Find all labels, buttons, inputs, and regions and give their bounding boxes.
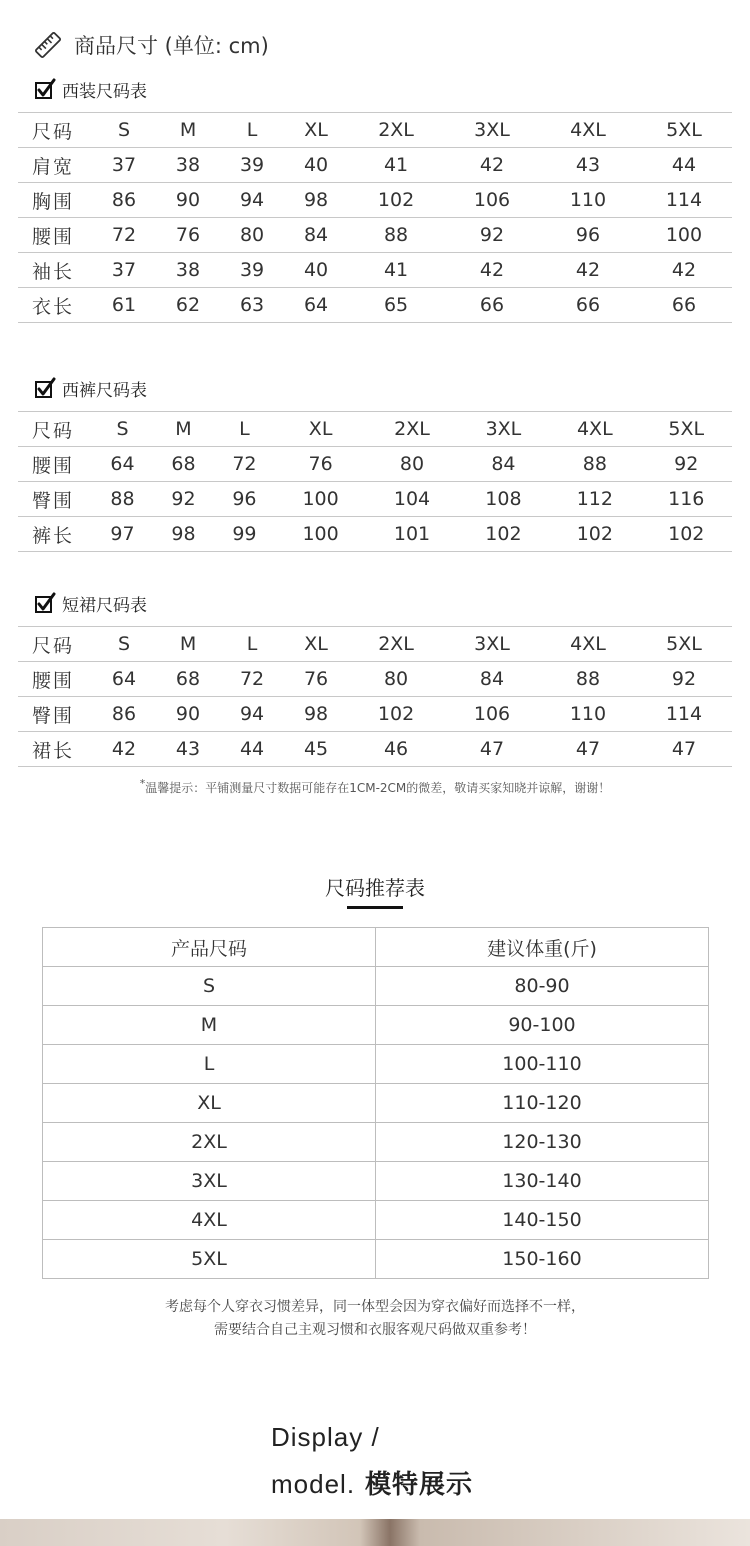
measurement-note <box>0 777 750 796</box>
table-cell: 104 <box>366 482 457 517</box>
table-row <box>18 253 732 288</box>
table-cell: L <box>43 1045 376 1084</box>
table-cell: 98 <box>153 517 214 552</box>
table-cell: 100 <box>275 517 366 552</box>
table-cell: 44 <box>636 148 732 183</box>
table-cell: 43 <box>156 732 220 767</box>
table-row <box>18 288 732 323</box>
column-header: 尺码 <box>18 113 92 148</box>
table-cell: 2XL <box>43 1123 376 1162</box>
row-label: 腰围 <box>18 447 92 482</box>
table-cell: 90 <box>156 697 220 732</box>
table-cell: 114 <box>636 183 732 218</box>
table-cell: 65 <box>348 288 444 323</box>
table-cell: 80 <box>366 447 457 482</box>
table-cell: 98 <box>284 697 348 732</box>
table-row <box>43 967 709 1006</box>
table-cell: 96 <box>540 218 636 253</box>
column-header: 5XL <box>641 412 732 447</box>
table-cell: 47 <box>444 732 540 767</box>
column-header: 4XL <box>549 412 640 447</box>
column-header: 3XL <box>444 113 540 148</box>
table-cell: 66 <box>636 288 732 323</box>
advice-line-1: 考虑每个人穿衣习惯差异，同一体型会因为穿衣偏好而选择不一样， <box>165 1299 585 1315</box>
table-cell: 106 <box>444 697 540 732</box>
table-cell: 76 <box>156 218 220 253</box>
table-cell: 42 <box>636 253 732 288</box>
row-label: 腰围 <box>18 218 92 253</box>
ruler-icon <box>34 31 62 59</box>
table-cell: 37 <box>92 253 156 288</box>
column-header: 4XL <box>540 113 636 148</box>
table-row <box>18 183 732 218</box>
table-cell: 41 <box>348 253 444 288</box>
table-cell: 90 <box>156 183 220 218</box>
table-row <box>18 482 732 517</box>
suit-table-heading <box>34 77 147 101</box>
column-header: XL <box>284 113 348 148</box>
display-bold-title: 模特展示 <box>365 1470 474 1500</box>
table-cell: 80 <box>348 662 444 697</box>
table-cell: 66 <box>444 288 540 323</box>
row-label: 腰围 <box>18 662 92 697</box>
table-cell: 86 <box>92 697 156 732</box>
advice-text <box>0 1296 750 1342</box>
table-cell: 106 <box>444 183 540 218</box>
table-row <box>43 1084 709 1123</box>
suit-table-title: 西装尺码表 <box>62 81 147 102</box>
column-header: M <box>156 627 220 662</box>
table-cell: XL <box>43 1084 376 1123</box>
table-row <box>18 697 732 732</box>
trousers-size-table <box>18 411 732 552</box>
table-cell: 42 <box>540 253 636 288</box>
table-header-row <box>18 113 732 148</box>
table-cell: 98 <box>284 183 348 218</box>
table-cell: 84 <box>284 218 348 253</box>
table-row <box>18 447 732 482</box>
row-label: 裤长 <box>18 517 92 552</box>
table-header-row <box>43 928 709 967</box>
note-asterisk: * <box>139 777 146 790</box>
table-cell: 100 <box>275 482 366 517</box>
table-cell: 102 <box>641 517 732 552</box>
table-cell: 94 <box>220 183 284 218</box>
table-cell: 102 <box>549 517 640 552</box>
table-cell: 39 <box>220 148 284 183</box>
column-header: 2XL <box>348 627 444 662</box>
table-cell: 102 <box>458 517 549 552</box>
table-cell: 84 <box>444 662 540 697</box>
trousers-table-title: 西裤尺码表 <box>62 380 147 401</box>
table-cell: 47 <box>636 732 732 767</box>
table-cell: 140-150 <box>376 1201 709 1240</box>
table-cell: 88 <box>549 447 640 482</box>
table-cell: 92 <box>153 482 214 517</box>
row-label: 臀围 <box>18 697 92 732</box>
suit-size-table <box>18 112 732 323</box>
column-header: 4XL <box>540 627 636 662</box>
table-cell: M <box>43 1006 376 1045</box>
page-title-text: 商品尺寸 (单位: cm) <box>74 34 269 58</box>
table-cell: 68 <box>156 662 220 697</box>
column-header: 产品尺码 <box>43 928 376 967</box>
column-header: 3XL <box>458 412 549 447</box>
column-header: S <box>92 627 156 662</box>
table-cell: 40 <box>284 253 348 288</box>
table-header-row <box>18 627 732 662</box>
table-cell: 5XL <box>43 1240 376 1279</box>
table-cell: 41 <box>348 148 444 183</box>
column-header: M <box>156 113 220 148</box>
table-cell: 102 <box>348 697 444 732</box>
table-cell: 64 <box>92 662 156 697</box>
table-cell: 97 <box>92 517 153 552</box>
title-underline <box>347 906 403 909</box>
model-photo-strip <box>0 1519 750 1546</box>
table-cell: 64 <box>92 447 153 482</box>
recommendation-table <box>42 927 709 1279</box>
row-label: 衣长 <box>18 288 92 323</box>
column-header: S <box>92 412 153 447</box>
table-cell: 42 <box>444 253 540 288</box>
trousers-table-heading <box>34 376 147 400</box>
table-cell: 62 <box>156 288 220 323</box>
table-cell: 100-110 <box>376 1045 709 1084</box>
table-cell: 72 <box>220 662 284 697</box>
table-cell: 44 <box>220 732 284 767</box>
table-cell: 47 <box>540 732 636 767</box>
table-cell: 112 <box>549 482 640 517</box>
column-header: 2XL <box>348 113 444 148</box>
advice-line-2: 需要结合自己主观习惯和衣服客观尺码做双重参考！ <box>214 1322 536 1338</box>
display-prefix: model. <box>271 1469 356 1499</box>
note-text: 温馨提示：平铺测量尺寸数据可能存在1CM-2CM的微差，敬请买家知晓并谅解，谢谢！ <box>145 781 611 795</box>
table-cell: 92 <box>636 662 732 697</box>
checkbox-checked-icon <box>34 78 56 100</box>
table-cell: 72 <box>92 218 156 253</box>
table-cell: 72 <box>214 447 275 482</box>
table-cell: 64 <box>284 288 348 323</box>
table-cell: 102 <box>348 183 444 218</box>
table-cell: 42 <box>444 148 540 183</box>
table-cell: 46 <box>348 732 444 767</box>
column-header: XL <box>284 627 348 662</box>
table-cell: 90-100 <box>376 1006 709 1045</box>
recommendation-title: 尺码推荐表 <box>325 876 425 900</box>
checkbox-checked-icon <box>34 377 56 399</box>
table-cell: 88 <box>540 662 636 697</box>
column-header: 3XL <box>444 627 540 662</box>
table-cell: 76 <box>275 447 366 482</box>
display-heading-line-1: Display / <box>271 1422 380 1452</box>
table-cell: 100 <box>636 218 732 253</box>
table-header-row <box>18 412 732 447</box>
column-header: 5XL <box>636 627 732 662</box>
table-cell: 40 <box>284 148 348 183</box>
table-cell: 114 <box>636 697 732 732</box>
table-cell: 68 <box>153 447 214 482</box>
table-cell: 63 <box>220 288 284 323</box>
table-cell: 66 <box>540 288 636 323</box>
table-cell: 45 <box>284 732 348 767</box>
row-label: 裙长 <box>18 732 92 767</box>
column-header: L <box>214 412 275 447</box>
table-cell: 39 <box>220 253 284 288</box>
table-cell: 94 <box>220 697 284 732</box>
table-cell: 43 <box>540 148 636 183</box>
table-cell: 120-130 <box>376 1123 709 1162</box>
column-header: L <box>220 113 284 148</box>
column-header: 建议体重(斤) <box>376 928 709 967</box>
table-row <box>43 1240 709 1279</box>
table-cell: 99 <box>214 517 275 552</box>
row-label: 臀围 <box>18 482 92 517</box>
column-header: XL <box>275 412 366 447</box>
table-cell: 37 <box>92 148 156 183</box>
column-header: M <box>153 412 214 447</box>
table-row <box>43 1162 709 1201</box>
table-cell: 84 <box>458 447 549 482</box>
table-cell: 80-90 <box>376 967 709 1006</box>
table-cell: 116 <box>641 482 732 517</box>
table-row <box>18 218 732 253</box>
page-title <box>34 28 269 62</box>
row-label: 肩宽 <box>18 148 92 183</box>
column-header: 尺码 <box>18 412 92 447</box>
table-cell: 86 <box>92 183 156 218</box>
row-label: 袖长 <box>18 253 92 288</box>
table-cell: 88 <box>92 482 153 517</box>
table-row <box>18 517 732 552</box>
table-row <box>43 1123 709 1162</box>
table-cell: 92 <box>641 447 732 482</box>
table-cell: 108 <box>458 482 549 517</box>
table-row <box>18 732 732 767</box>
table-cell: 4XL <box>43 1201 376 1240</box>
column-header: 尺码 <box>18 627 92 662</box>
table-cell: 130-140 <box>376 1162 709 1201</box>
table-row <box>43 1201 709 1240</box>
skirt-table-title: 短裙尺码表 <box>62 595 147 616</box>
table-cell: 42 <box>92 732 156 767</box>
table-cell: 38 <box>156 253 220 288</box>
column-header: 2XL <box>366 412 457 447</box>
skirt-table-heading <box>34 591 147 615</box>
table-row <box>43 1045 709 1084</box>
display-heading-line-2 <box>271 1464 473 1501</box>
table-cell: 92 <box>444 218 540 253</box>
table-cell: 101 <box>366 517 457 552</box>
checkbox-checked-icon <box>34 592 56 614</box>
table-row <box>43 1006 709 1045</box>
table-row <box>18 148 732 183</box>
table-row <box>18 662 732 697</box>
table-cell: 76 <box>284 662 348 697</box>
table-cell: 96 <box>214 482 275 517</box>
table-cell: 80 <box>220 218 284 253</box>
table-cell: 88 <box>348 218 444 253</box>
table-cell: 150-160 <box>376 1240 709 1279</box>
column-header: S <box>92 113 156 148</box>
table-cell: 110 <box>540 697 636 732</box>
skirt-size-table <box>18 626 732 767</box>
table-cell: 61 <box>92 288 156 323</box>
table-cell: 110-120 <box>376 1084 709 1123</box>
table-cell: 3XL <box>43 1162 376 1201</box>
table-cell: 38 <box>156 148 220 183</box>
table-cell: S <box>43 967 376 1006</box>
table-cell: 110 <box>540 183 636 218</box>
row-label: 胸围 <box>18 183 92 218</box>
column-header: 5XL <box>636 113 732 148</box>
column-header: L <box>220 627 284 662</box>
